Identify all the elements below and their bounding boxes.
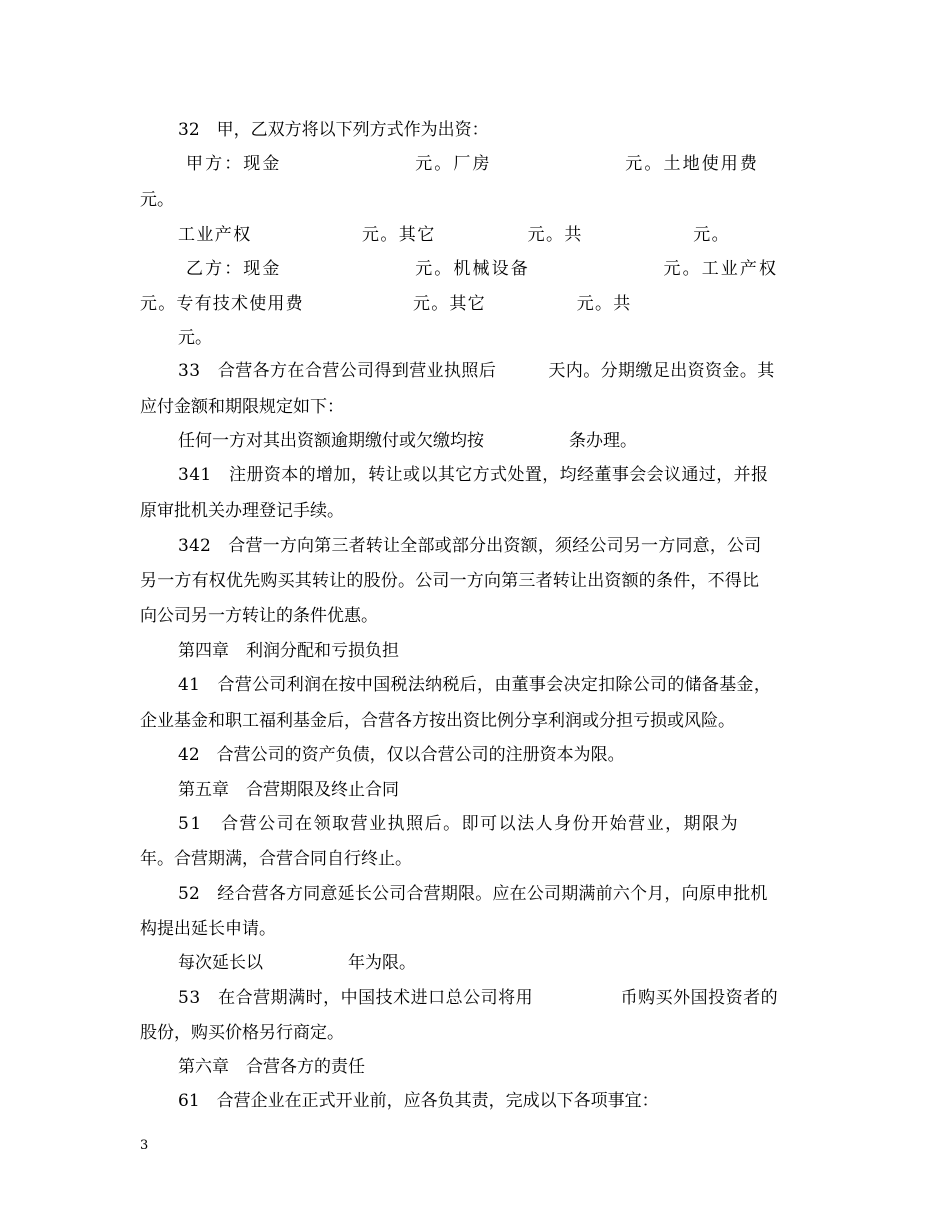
- clause-61: 61 合营企业在正式开业前，应各负其责，完成以下各项事宜：: [178, 1091, 659, 1111]
- text-line: 每次延长以 年为限。: [178, 953, 416, 973]
- clause-342: 342 合营一方向第三者转让全部或部分出资额，须经公司另一方同意，公司: [178, 536, 762, 556]
- chapter-4-heading: 第四章 利润分配和亏损负担: [178, 641, 399, 661]
- chapter-6-heading: 第六章 合营各方的责任: [178, 1057, 365, 1077]
- clause-33: 33 合营各方在合营公司得到营业执照后 天内。分期缴足出资资金。其: [178, 361, 775, 381]
- clause-52: 52 经合营各方同意延长公司合营期限。应在公司期满前六个月，向原申批机: [178, 884, 768, 904]
- clause-32: 32 甲，乙双方将以下列方式作为出资：: [178, 120, 489, 140]
- party-b-contributions: 乙方：现金 元。机械设备 元。工业产权: [186, 259, 779, 279]
- chapter-5-heading: 第五章 合营期限及终止合同: [178, 780, 399, 800]
- party-a-contributions: 甲方：现金 元。厂房 元。土地使用费: [186, 154, 759, 174]
- clause-51: 51 合营公司在领取营业执照后。即可以法人身份开始营业，期限为: [178, 814, 740, 834]
- clause-53: 53 在合营期满时，中国技术进口总公司将用 币购买外国投资者的: [178, 988, 779, 1008]
- party-b-contributions-cont: 元。专有技术使用费 元。其它 元。共: [140, 294, 632, 314]
- text-line: 构提出延长申请。: [140, 919, 276, 939]
- clause-42: 42 合营公司的资产负债，仅以合营公司的注册资本为限。: [178, 745, 625, 765]
- text-line: 企业基金和职工福利基金后，合营各方按出资比例分享利润或分担亏损或风险。: [140, 711, 735, 731]
- page-number: 3: [140, 1138, 149, 1153]
- text-line: 向公司另一方转让的条件优惠。: [140, 606, 378, 626]
- text-line: 股份，购买价格另行商定。: [140, 1023, 344, 1043]
- party-a-contributions-cont: 工业产权 元。其它 元。共 元。: [178, 225, 730, 245]
- text-line: 原审批机关办理登记手续。: [140, 501, 344, 521]
- text-line: 另一方有权优先购买其转让的股份。公司一方向第三者转让出资额的条件，不得比: [140, 571, 760, 591]
- clause-341: 341 注册资本的增加，转让或以其它方式处置，均经董事会会议通过，并报: [178, 465, 769, 485]
- text-line: 任何一方对其出资额逾期缴付或欠缴均按 条办理。: [178, 431, 637, 451]
- text-line: 年。合营期满，合营合同自行终止。: [140, 849, 412, 869]
- text-line: 应付金额和期限规定如下：: [140, 397, 344, 417]
- clause-41: 41 合营公司利润在按中国税法纳税后，由董事会决定扣除公司的储备基金，: [178, 675, 772, 695]
- text-line: 元。: [140, 190, 174, 210]
- text-line: 元。: [178, 328, 212, 348]
